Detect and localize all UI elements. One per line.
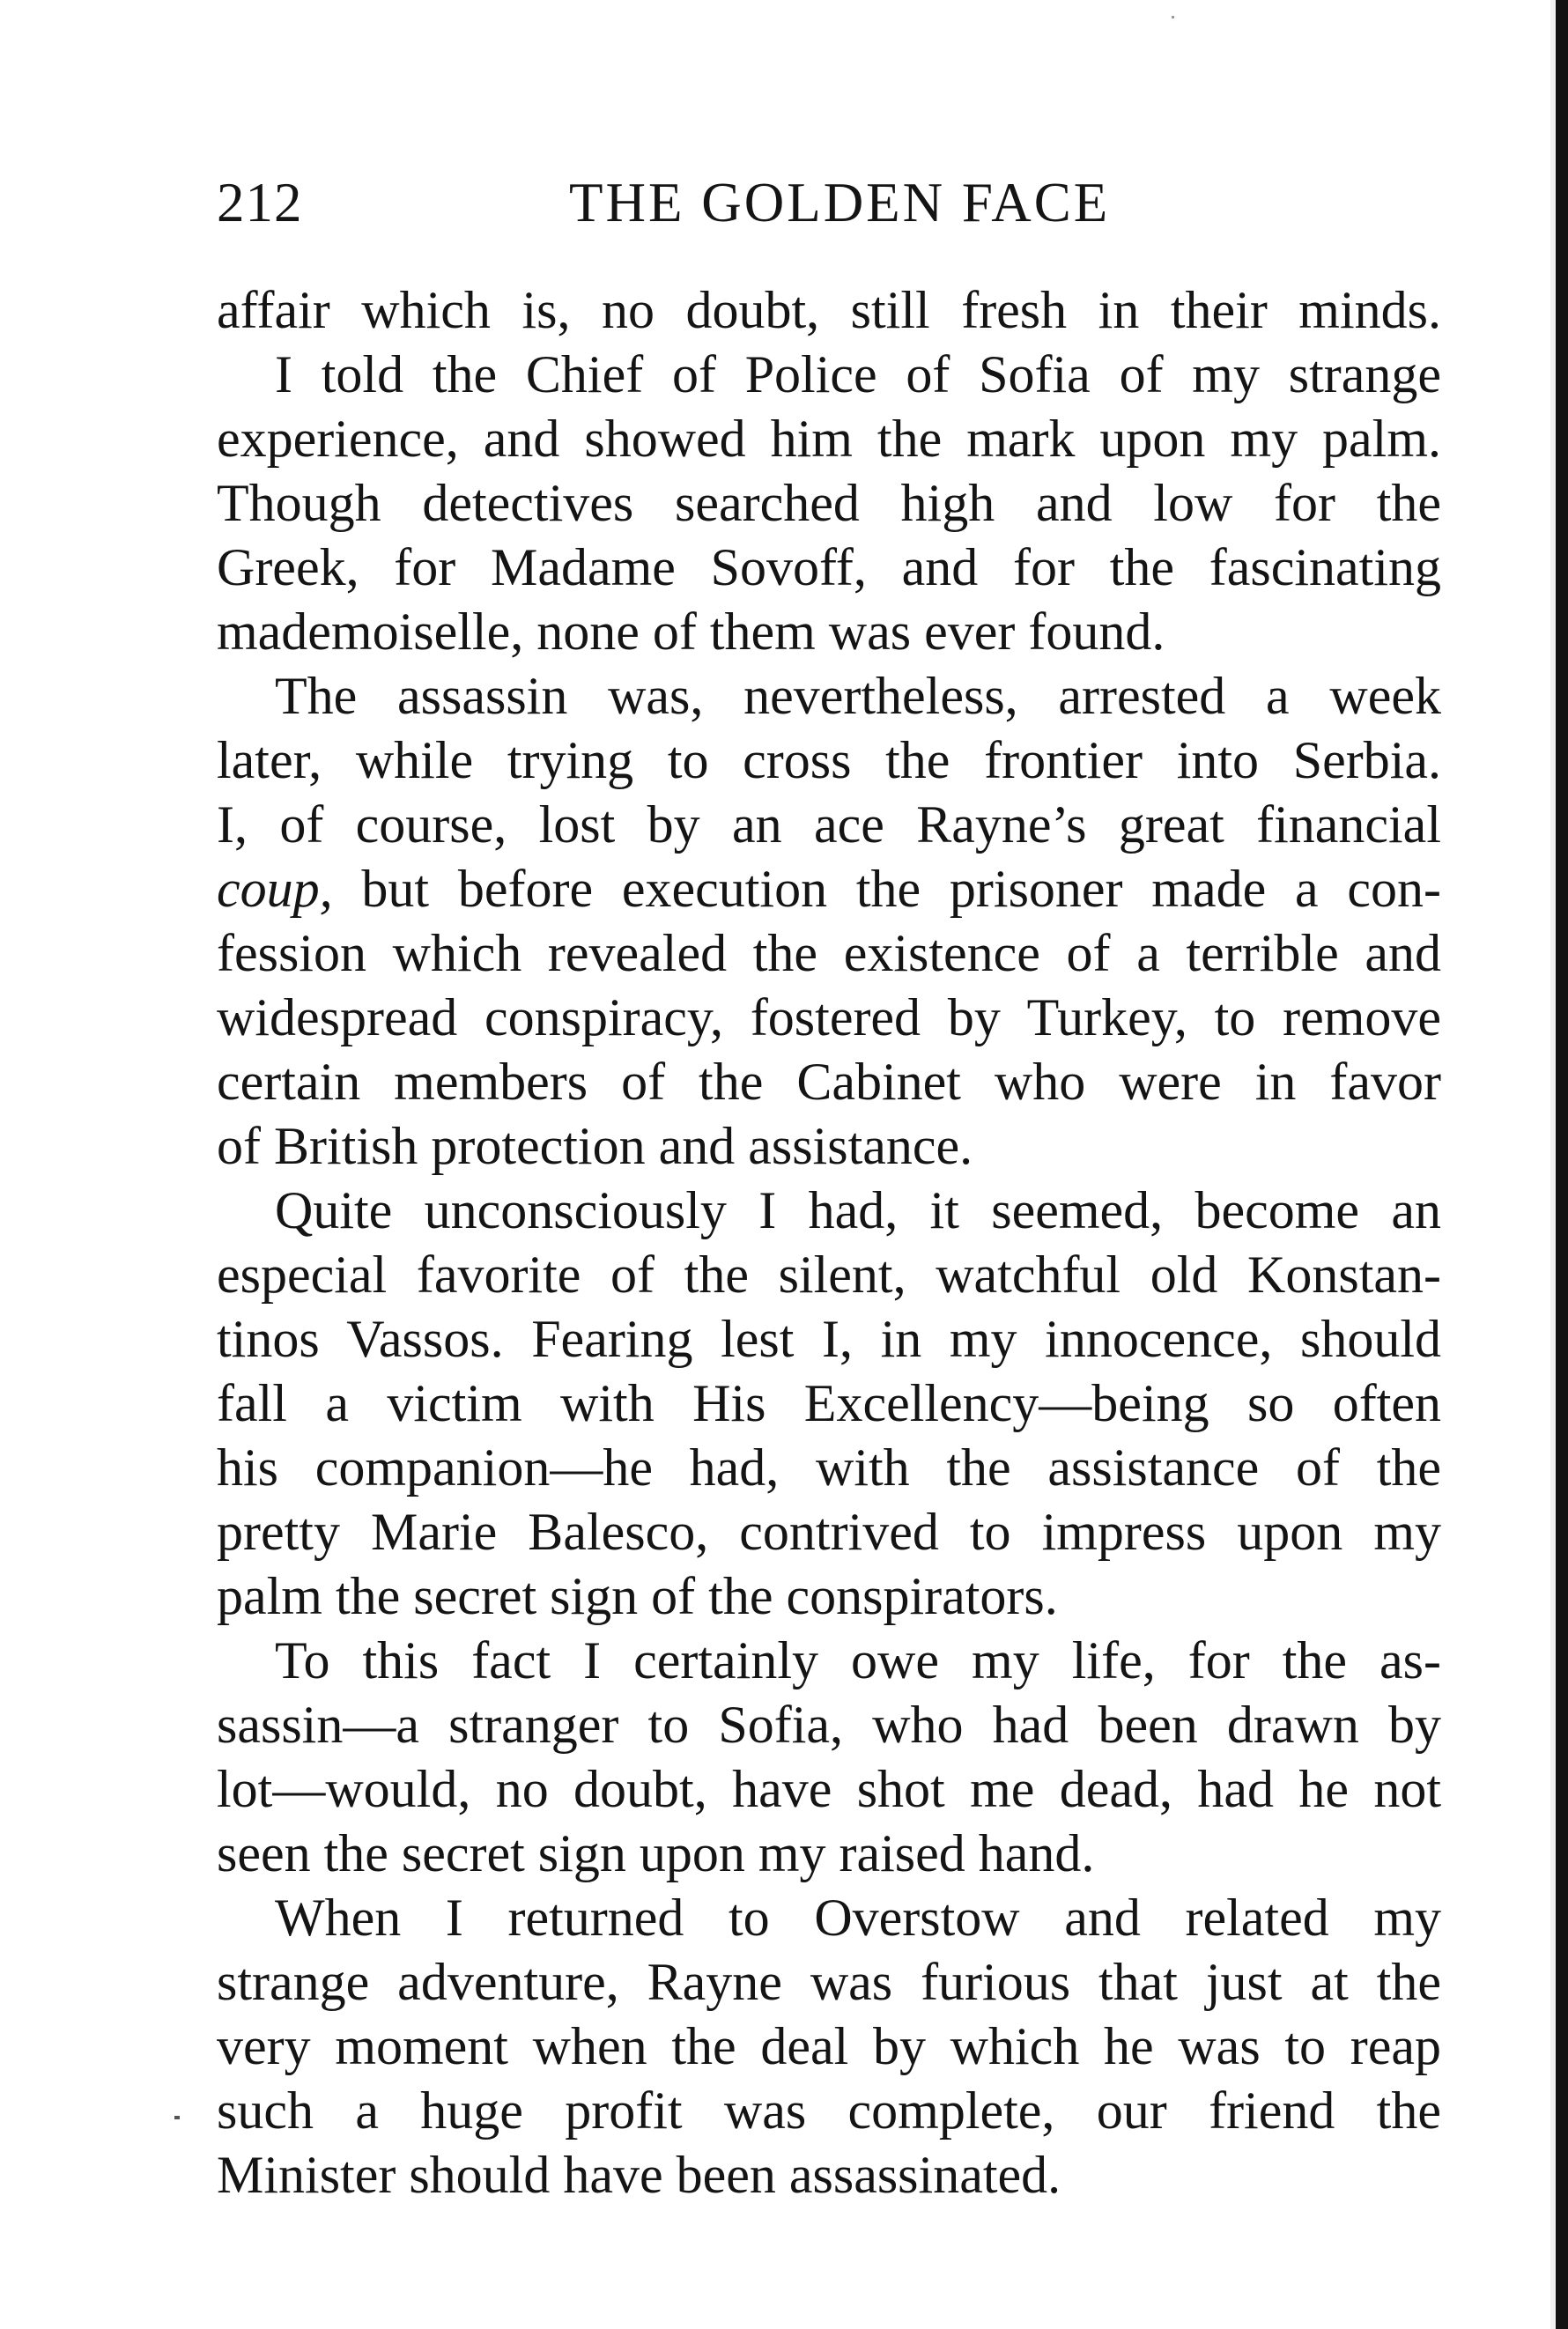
text-line: sassin—a stranger to Sofia, who had been drawn by: [217, 1696, 1441, 1754]
text-line: pretty Marie Balesco, contrived to impress upon my: [217, 1503, 1441, 1561]
paragraph-first-line: I told the Chief of Police of Sofia of my strange: [275, 345, 1441, 403]
paragraph-first-line: Quite unconsciously I had, it seemed, become an: [275, 1181, 1441, 1239]
paper-speck: [1172, 16, 1174, 18]
text-line: especial favorite of the silent, watchful old Konstan-: [217, 1246, 1441, 1304]
paragraph-last-line: seen the secret sign upon my raised hand.: [217, 1824, 1095, 1882]
text-line: widespread conspiracy, fostered by Turkey, to remove: [217, 988, 1441, 1046]
paragraph-first-line: The assassin was, nevertheless, arrested a week: [275, 667, 1441, 725]
text-line: Greek, for Madame Sovoff, and for the fascinating: [217, 538, 1441, 596]
italic-word: coup,: [217, 860, 333, 918]
text-line: affair which is, no doubt, still fresh in their minds.: [217, 281, 1441, 339]
running-title: THE GOLDEN FACE: [569, 172, 1111, 233]
text-line: later, while trying to cross the frontier into Serbia.: [217, 731, 1441, 789]
paragraph-last-line: mademoiselle, none of them was ever found.: [217, 603, 1165, 661]
text-line: fession which revealed the existence of a terrible and: [217, 924, 1441, 982]
paragraph-first-line: When I returned to Overstow and related my: [275, 1889, 1441, 1947]
text-line: fall a victim with His Excellency—being so often: [217, 1374, 1441, 1432]
paragraph-last-line: Minister should have been assassinated.: [217, 2146, 1061, 2204]
text-line: lot—would, no doubt, have shot me dead, had he not: [217, 1760, 1441, 1818]
text-line: his companion—he had, with the assistance of the: [217, 1438, 1441, 1497]
margin-mark: [174, 2116, 180, 2119]
running-header: [217, 167, 1441, 238]
paragraph-last-line: of British protection and assistance.: [217, 1117, 973, 1175]
page-number: 212: [217, 172, 303, 233]
page-edge-shadow: [1556, 0, 1568, 2329]
text-line: such a huge profit was complete, our friend the: [217, 2081, 1441, 2140]
text-line: experience, and showed him the mark upon my palm.: [217, 410, 1441, 468]
text-line-remainder: but before execution the prisoner made a con-: [361, 860, 1442, 918]
paragraph-last-line: palm the secret sign of the conspirators.: [217, 1567, 1058, 1625]
text-line: Though detectives searched high and low for the: [217, 474, 1441, 532]
text-line: I, of course, lost by an ace Rayne’s great financial: [217, 795, 1441, 854]
text-line-with-italic: [217, 857, 1441, 921]
paragraph-first-line: To this fact I certainly owe my life, for the as-: [275, 1631, 1441, 1689]
text-line: strange adventure, Rayne was furious that just at the: [217, 1953, 1441, 2011]
text-line: very moment when the deal by which he was to reap: [217, 2017, 1441, 2075]
body-text: [217, 278, 1441, 2207]
text-line: certain members of the Cabinet who were in favor: [217, 1053, 1441, 1111]
text-line: tinos Vassos. Fearing lest I, in my innocence, should: [217, 1310, 1441, 1368]
